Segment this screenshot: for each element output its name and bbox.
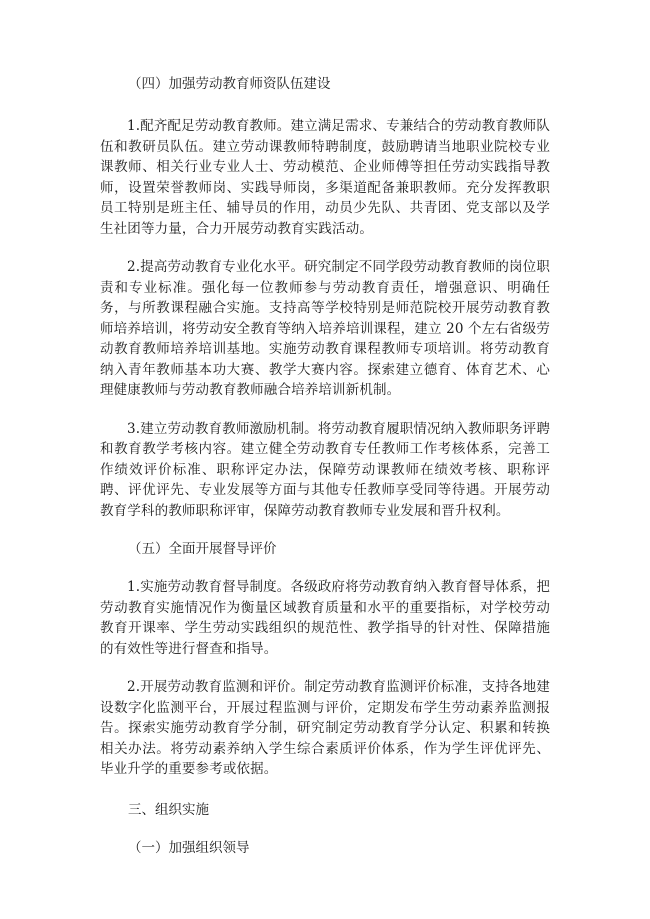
paragraph-supervision: 1.实施劳动教育督导制度。各级政府将劳动教育纳入教育督导体系，把劳动教育实施情况作为衡量区域教育质量和水平的重要指标，对学校劳动教育开课率、学生劳动实践组织的规范性、教学指导的针对性、保障措施的有效性等进行督查和指导。 bbox=[100, 579, 550, 657]
chapter-heading-implementation: 三、组织实施 bbox=[128, 801, 209, 818]
paragraph-professionalization: 2.提高劳动教育专业化水平。研究制定不同学段劳动教育教师的岗位职责和专业标准。强化每一位教师参与劳动教育责任，增强意识、明确任务，与所教课程融合实施。支持高等学校特别是师范院校开展劳动教育教师培养培训，将劳动安全教育等纳入培养培训课程，建立 20 个左右省级劳动教育教师培养培训基地。实施劳动教育课程教师专项培训。将劳动教育纳入青年教师基本功大赛、教学大赛内容。探索建立德育、体育艺术、心理健康教师与劳动教育教师融合培养培训新机制。 bbox=[100, 259, 550, 398]
paragraph-incentives: 3.建立劳动教育教师激励机制。将劳动教育履职情况纳入教师职务评聘和教育教学考核内容。建立健全劳动教育专任教师工作考核体系，完善工作绩效评价标准、职称评定办法，保障劳动课教师在绩效考核、职称评聘、评优评先、专业发展等方面与其他专任教师享受同等待遇。开展劳动教育学科的教师职称评审，保障劳动教育教师专业发展和晋升权利。 bbox=[100, 420, 550, 519]
document-body bbox=[100, 74, 550, 858]
paragraph-monitoring: 2.开展劳动教育监测和评价。制定劳动教育监测评价标准，支持各地建设数字化监测平台，开展过程监测与评价，定期发布学生劳动素养监测报告。探索实施劳动教育学分制，研究制定劳动教育学分认定、积累和转换相关办法。将劳动素养纳入学生综合素质评价体系，作为学生评优评先、毕业升学的重要参考或依据。 bbox=[100, 679, 550, 777]
section-heading-teachers: （四）加强劳动教育师资队伍建设 bbox=[128, 76, 331, 92]
section-heading-evaluation: （五）全面开展督导评价 bbox=[128, 541, 277, 557]
paragraph-staffing: 1.配齐配足劳动教育教师。建立满足需求、专兼结合的劳动教育教师队伍和教研员队伍。建立劳动课教师特聘制度，鼓励聘请当地职业院校专业课教师、相关行业专业人士、劳动模范、企业师傅等担任劳动实践指导教师，设置荣誉教师岗、实践导师岗，多渠道配备兼职教师。充分发挥教职员工特别是班主任、辅导员的作用，动员少先队、共青团、党支部以及学生社团等力量，合力开展劳动教育实践活动。 bbox=[100, 118, 550, 237]
section-heading-leadership: （一）加强组织领导 bbox=[128, 839, 250, 856]
